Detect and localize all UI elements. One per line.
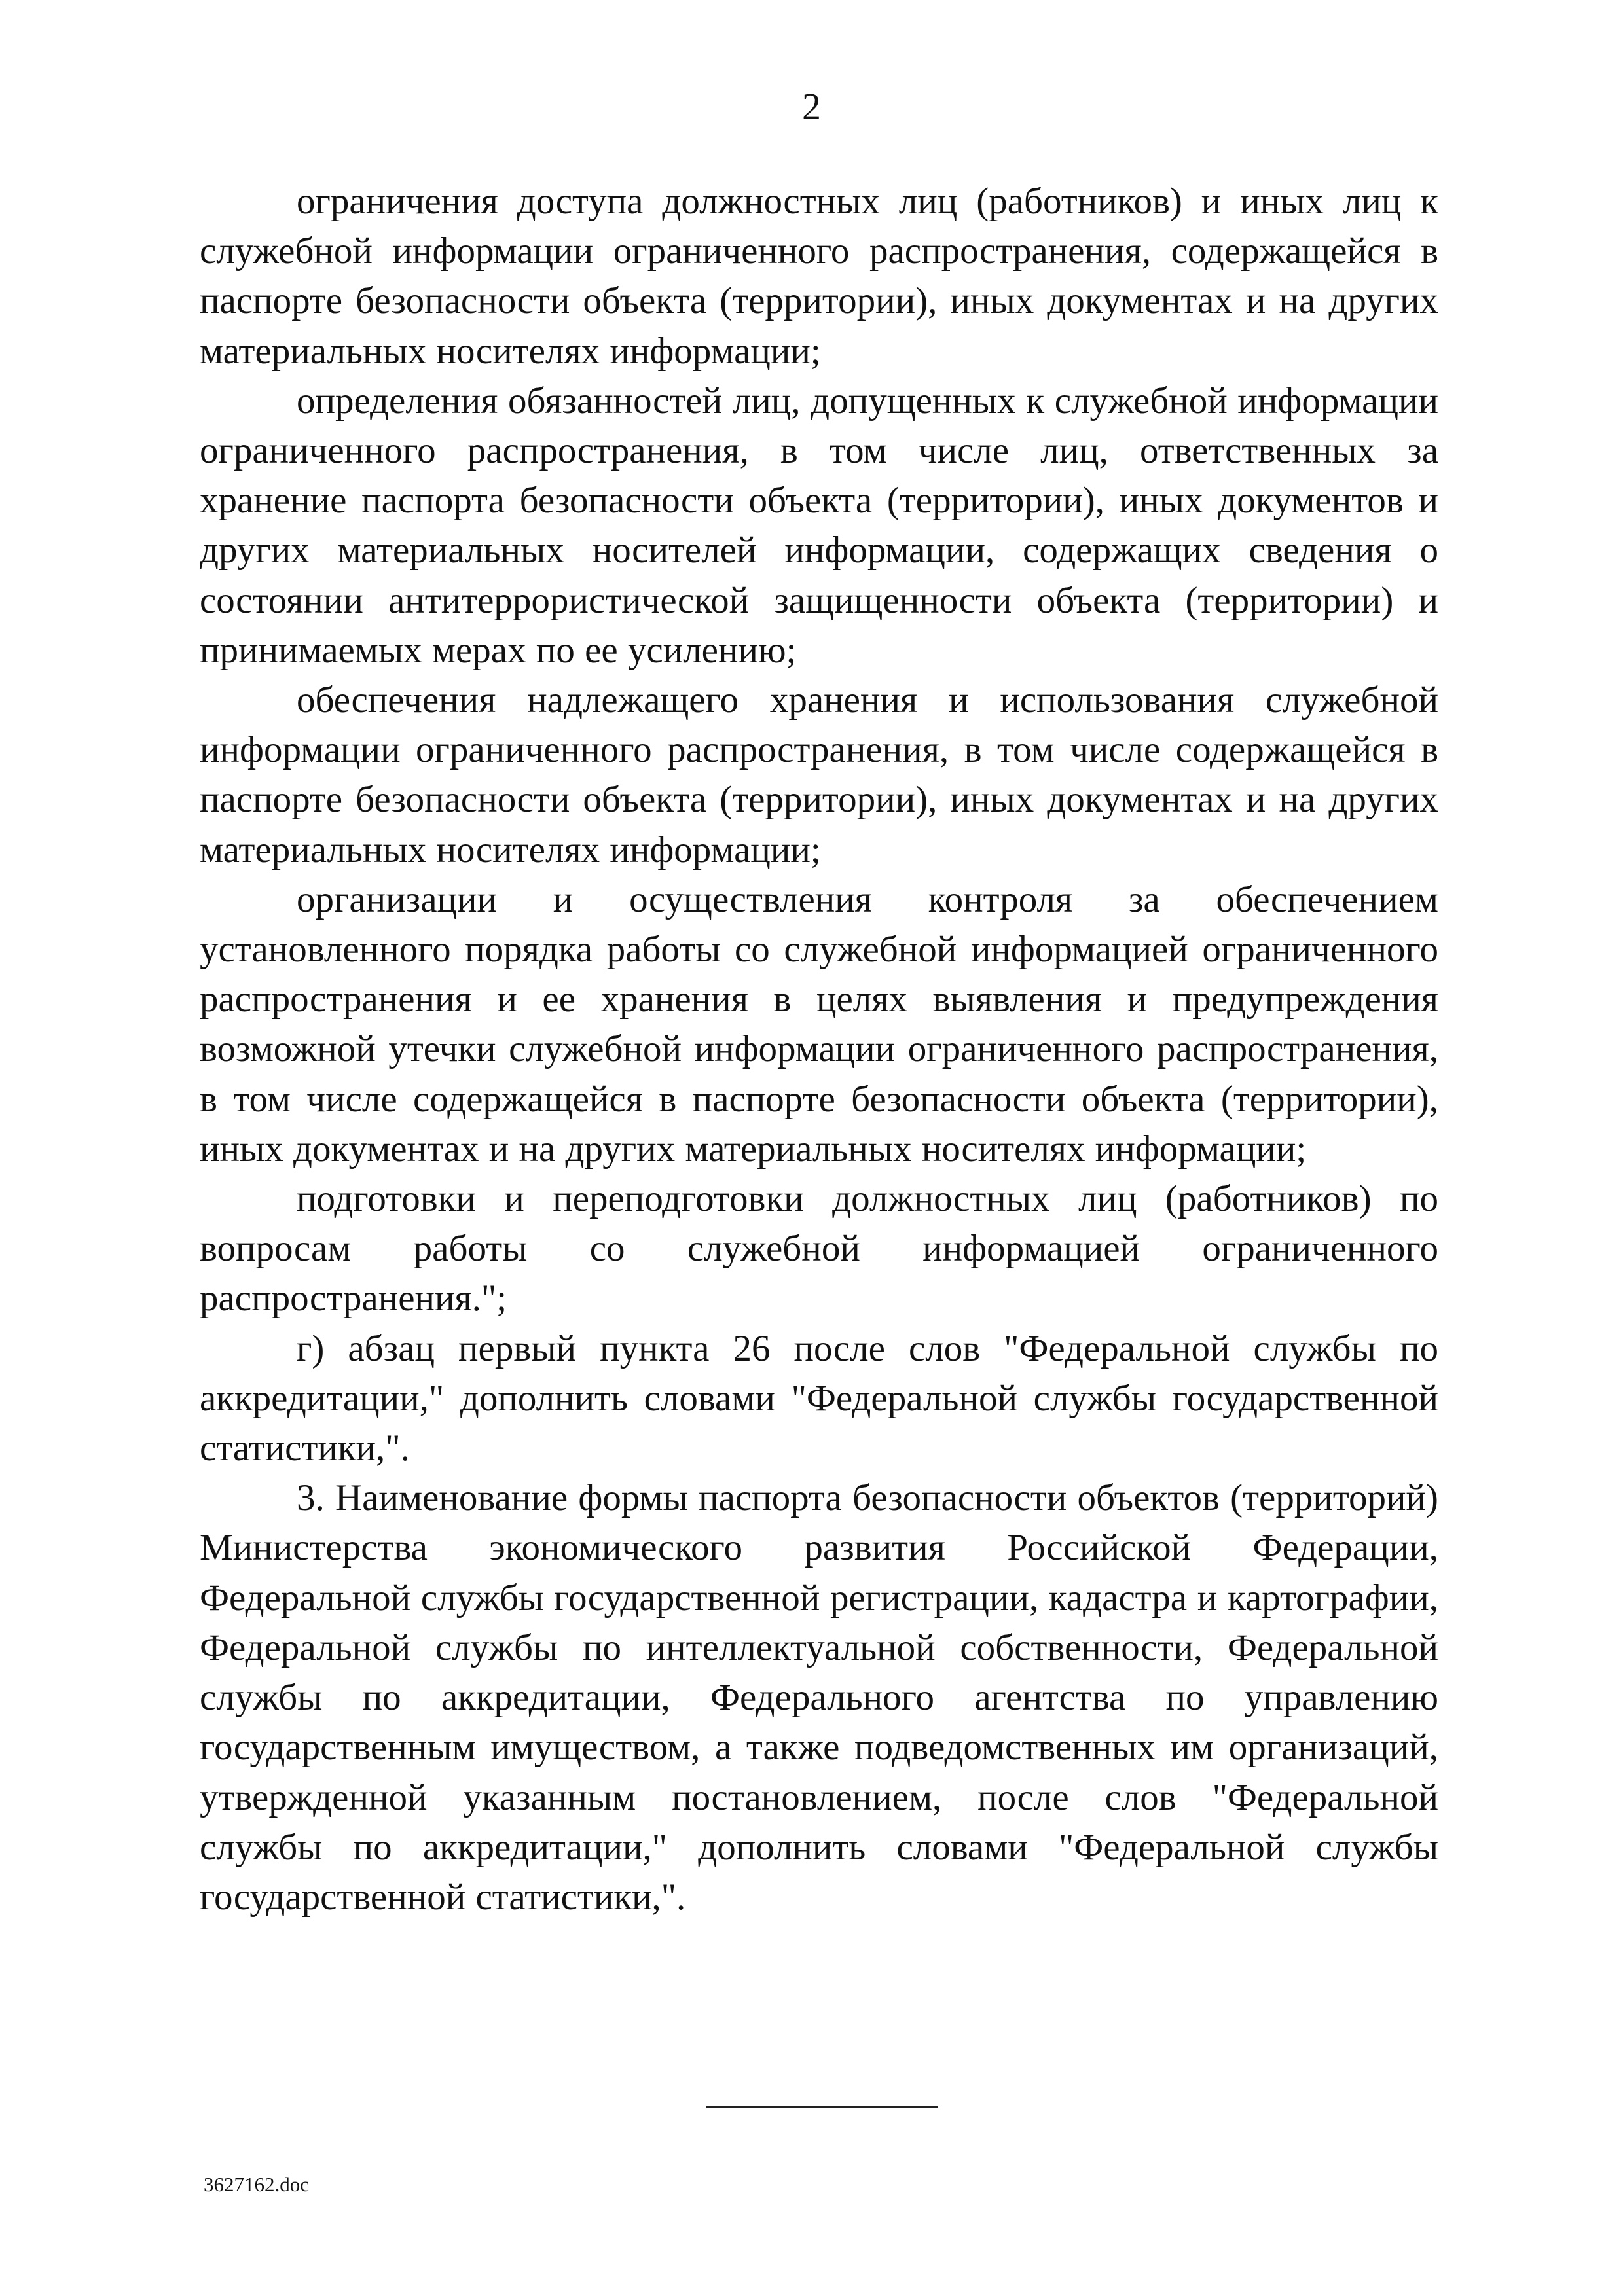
paragraph-define-duties: определения обязанностей лиц, допущенных к служебной информации ограниченного распространения, в том числе лиц, ответственных за хранение паспорта безопасности объекта (территории), иных документов и других материальных носителей информации, содержащих сведения о состоянии антитеррористической защищенности объекта (территории) и принимаемых мерах по ее усилению; bbox=[200, 380, 1438, 671]
paragraph-storage-use: обеспечения надлежащего хранения и использования служебной информации ограниченного распространения, в том числе содержащейся в паспорте безопасности объекта (территории), иных документах и на других материальных носителях информации; bbox=[200, 679, 1438, 870]
page-number: 2 bbox=[802, 85, 821, 128]
paragraph-training: подготовки и переподготовки должностных лиц (работников) по вопросам работы со служебной информацией ограниченного распространения."; bbox=[200, 1178, 1438, 1319]
paragraph-control: организации и осуществления контроля за обеспечением установленного порядка работы со служебной информацией ограниченного распространения и ее хранения в целях выявления и предупреждения возможной утечки служебной информации ограниченного распространения, в том числе содержащейся в паспорте безопасности объекта (территории), иных документах и на других материальных носителях информации; bbox=[200, 878, 1438, 1170]
closing-divider bbox=[706, 2106, 938, 2108]
paragraph-item-3: 3. Наименование формы паспорта безопасности объектов (территорий) Министерства экономического развития Российской Федерации, Федеральной службы государственной регистрации, кадастра и картографии, Федеральной службы по интеллектуальной собственности, Федеральной службы по аккредитации, Федерального агентства по управлению государственным имуществом, а также подведомственных им организаций, утвержденной указанным постановлением, после слов "Федеральной службы по аккредитации," дополнить словами "Федеральной службы государственной статистики,". bbox=[200, 1477, 1438, 1918]
paragraph-restrict-access: ограничения доступа должностных лиц (работников) и иных лиц к служебной информации ограниченного распространения, содержащейся в паспорте безопасности объекта (территории), иных документах и на других материальных носителях информации; bbox=[200, 181, 1438, 372]
paragraph-item-g: г) абзац первый пункта 26 после слов "Федеральной службы по аккредитации," дополнить словами "Федеральной службы государственной статистики,". bbox=[200, 1327, 1438, 1469]
document-body bbox=[200, 177, 1438, 1922]
document-file-id: 3627162.doc bbox=[204, 2173, 310, 2196]
